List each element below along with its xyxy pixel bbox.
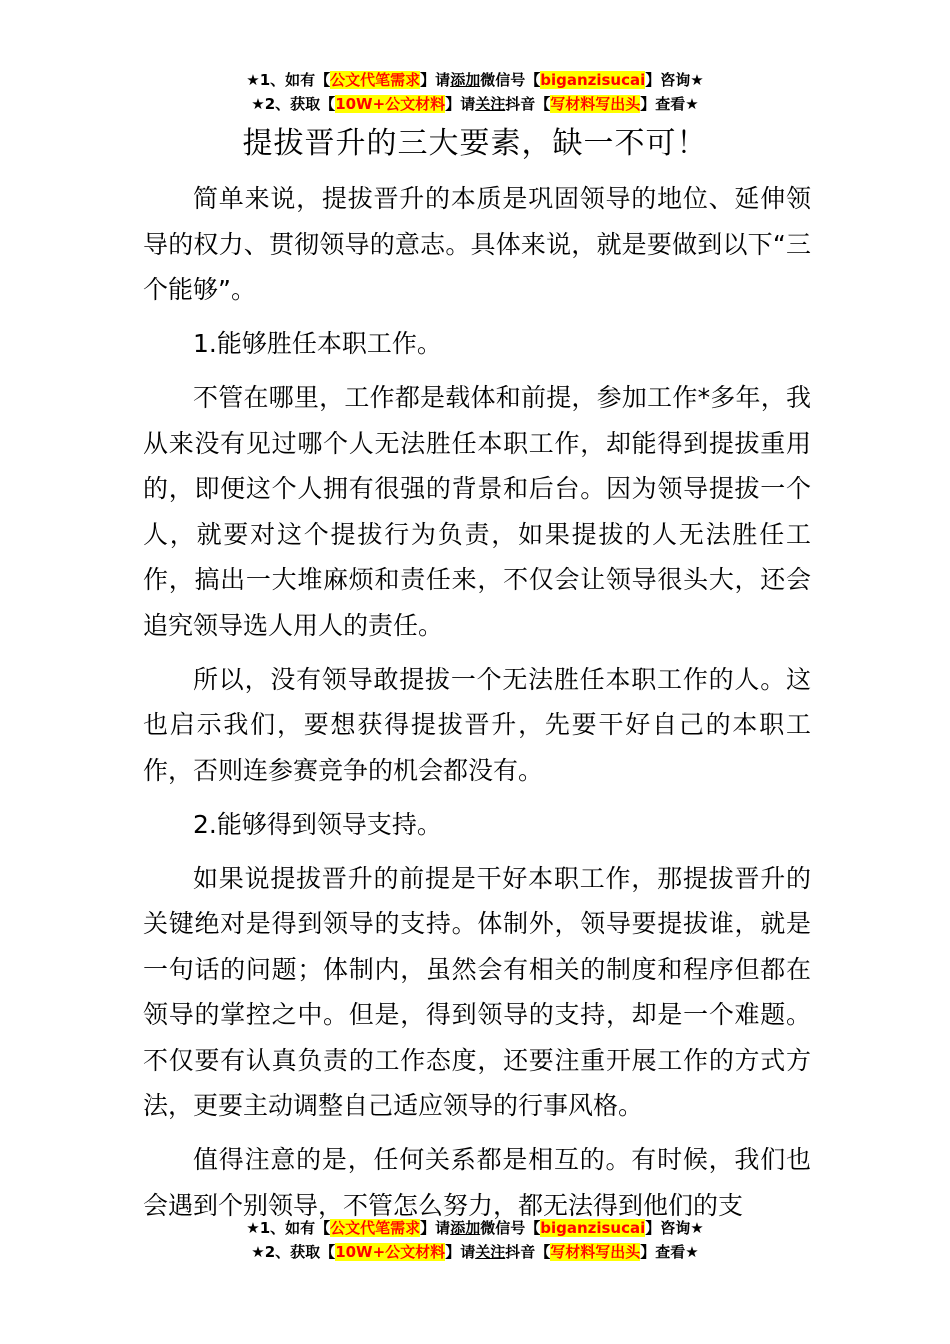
paragraph: 如果说提拔晋升的前提是干好本职工作，那提拔晋升的关键绝对是得到领导的支持。体制外，领导要提拔谁，就是一句话的问题；体制内，虽然会有相关的制度和程序但都在领导的掌控之中。但是，得到领导的支持，却是一个难题。不仅要有认真负责的工作态度，还要注重开展工作的方式方法，更要主动调整自己适应领导的行事风格。	[143, 863, 811, 1120]
document-title: 提拔晋升的三大要素，缺一不可！	[242, 126, 708, 161]
banner-text: ★1、如有【	[246, 71, 331, 89]
banner-text: 】请	[445, 95, 476, 113]
banner-highlight: biganzisucai	[540, 1219, 646, 1237]
banner-highlight: 写材料写出头	[550, 95, 641, 113]
paragraph: 不管在哪里，工作都是载体和前提，参加工作*多年，我从来没有见过哪个人无法胜任本职工作，却能得到提拔重用的，即便这个人拥有很强的背景和后台。因为领导提拔一个人，就要对这个提拔行为负责，如果提拔的人无法胜任工作，搞出一大堆麻烦和责任来，不仅会让领导很头大，还会追究领导选人用人的责任。	[143, 383, 811, 640]
footer-banner	[0, 1216, 950, 1264]
banner-text: ★1、如有【	[246, 1219, 331, 1237]
section-heading: 1.能够胜任本职工作。	[193, 329, 442, 358]
banner-text: 抖音【	[505, 95, 551, 113]
banner-text: 微信号【	[480, 1219, 541, 1237]
banner-highlight: 写材料写出头	[550, 1243, 641, 1261]
banner-emphasis: 添加	[450, 1219, 481, 1237]
document-body	[143, 176, 811, 1237]
banner-text: ★2、获取【	[251, 1243, 336, 1261]
banner-text: 微信号【	[480, 71, 541, 89]
banner-emphasis: 关注	[475, 95, 506, 113]
banner-text: 】请	[445, 1243, 476, 1261]
banner-line-2	[0, 1240, 950, 1264]
banner-line-1	[0, 1216, 950, 1240]
paragraph: 值得注意的是，任何关系都是相互的。有时候，我们也会遇到个别领导，不管怎么努力，都无法得到他们的支	[143, 1145, 811, 1220]
banner-text: 】查看★	[640, 1243, 699, 1261]
banner-text: 】咨询★	[645, 1219, 704, 1237]
paragraph: 所以，没有领导敢提拔一个无法胜任本职工作的人。这也启示我们，要想获得提拔晋升，先要干好自己的本职工作，否则连参赛竞争的机会都没有。	[143, 664, 811, 785]
banner-text: ★2、获取【	[251, 95, 336, 113]
banner-highlight: biganzisucai	[540, 71, 646, 89]
banner-highlight: 10W+公文材料	[335, 95, 446, 113]
banner-text: 】请	[420, 1219, 451, 1237]
paragraph: 简单来说，提拔晋升的本质是巩固领导的地位、延伸领导的权力、贯彻领导的意志。具体来说，就是要做到以下“三个能够”。	[143, 184, 811, 304]
banner-text: 】咨询★	[645, 71, 704, 89]
banner-emphasis: 添加	[450, 71, 481, 89]
banner-line-2	[0, 92, 950, 116]
banner-text: 抖音【	[505, 1243, 551, 1261]
banner-highlight: 公文代笔需求	[330, 1219, 421, 1237]
banner-text: 】请	[420, 71, 451, 89]
banner-emphasis: 关注	[475, 1243, 506, 1261]
banner-highlight: 10W+公文材料	[335, 1243, 446, 1261]
section-heading: 2.能够得到领导支持。	[193, 809, 442, 839]
banner-line-1	[0, 68, 950, 92]
banner-text: 】查看★	[640, 95, 699, 113]
header-banner	[0, 68, 950, 116]
banner-highlight: 公文代笔需求	[330, 71, 421, 89]
